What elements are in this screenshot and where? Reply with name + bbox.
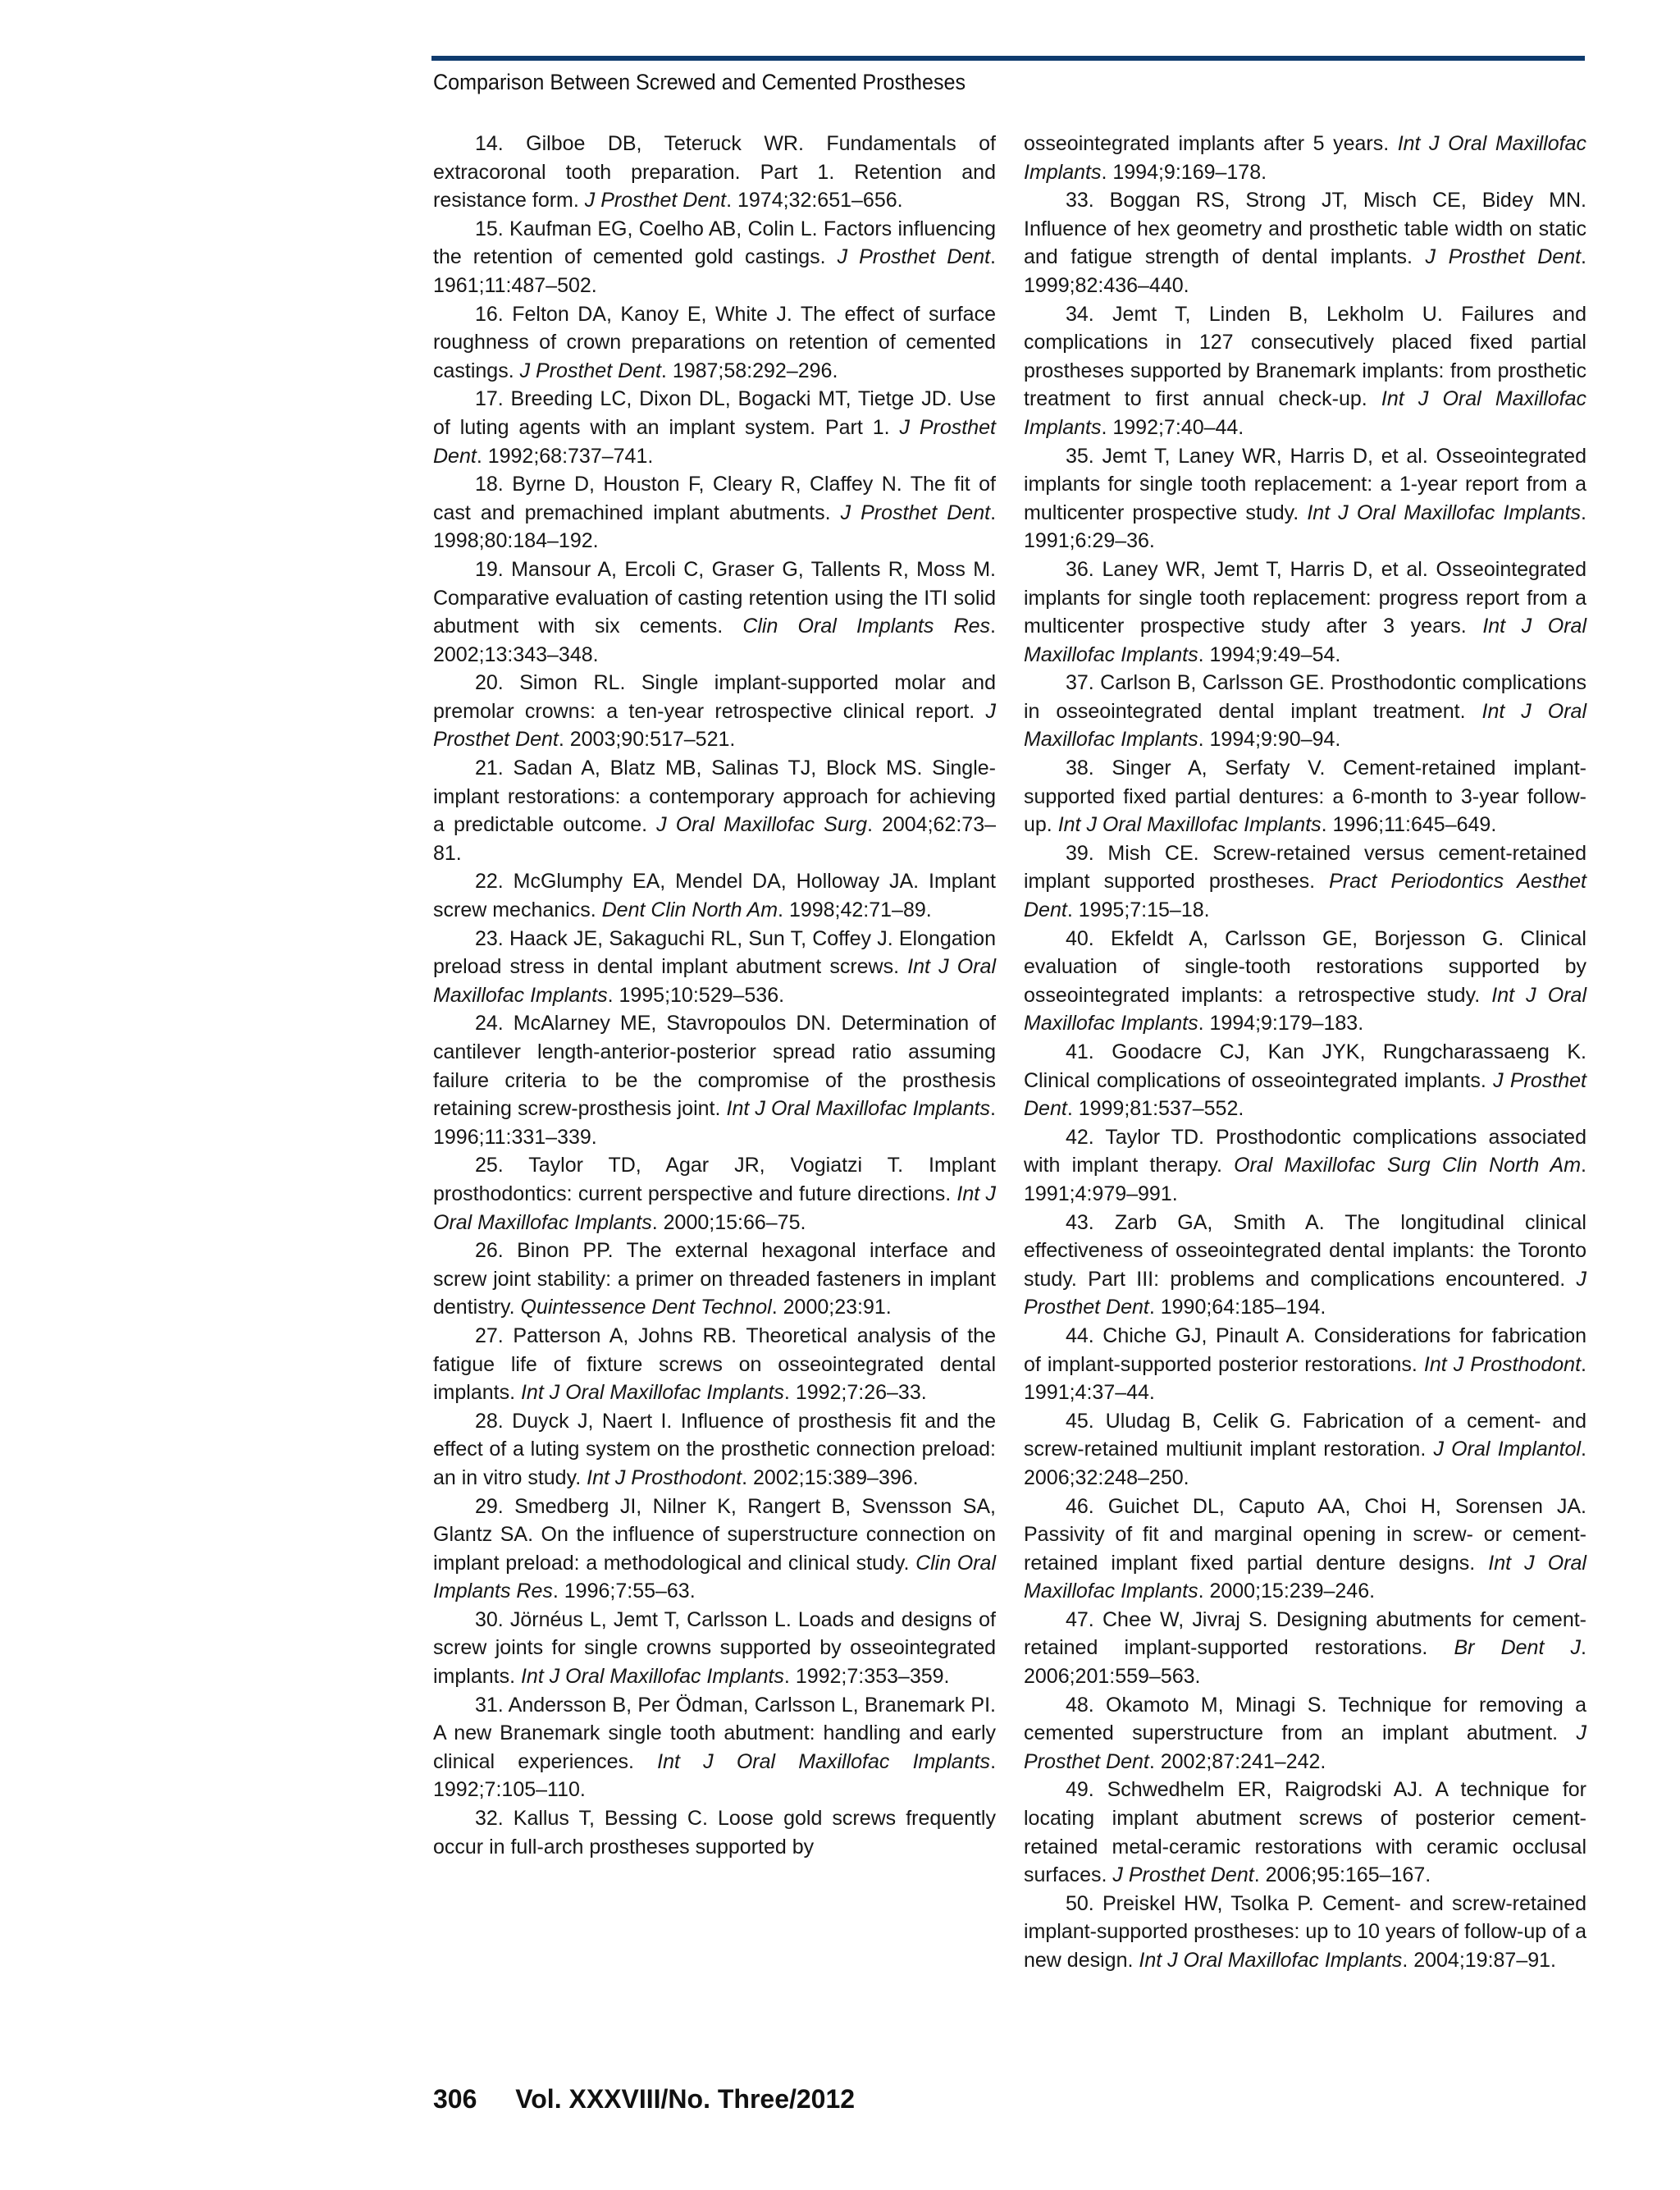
reference-journal: Int J Prosthodont	[587, 1465, 742, 1489]
reference-text: 21. Sadan A, Blatz MB, Salinas TJ, Block MS. Single-implant restorations: a contemporary approach for achieving a predictable outcome.	[433, 757, 996, 837]
reference-item	[1024, 1322, 1586, 1407]
reference-item	[1024, 130, 1586, 186]
reference-item	[1024, 1493, 1586, 1606]
reference-citation: . 2006;95:165–167.	[1253, 1863, 1431, 1887]
reference-citation: . 1994;9:90–94.	[1198, 728, 1341, 752]
reference-item	[433, 1322, 996, 1407]
reference-text: 34. Jemt T, Linden B, Lekholm U. Failures and complications in 127 consecutively placed fixed partial prostheses supported by Branemark implants: from prosthetic treatment to first annual check-up.	[1024, 302, 1586, 411]
reference-citation: . 1990;64:185–194.	[1148, 1296, 1326, 1319]
reference-citation: . 1961;11:487–502.	[433, 245, 996, 297]
reference-journal: Oral Maxillofac Surg Clin North Am	[1234, 1154, 1582, 1177]
reference-journal: Dent Clin North Am	[601, 898, 778, 922]
reference-citation: . 1996;11:645–649.	[1321, 813, 1497, 837]
reference-item	[433, 925, 996, 1010]
reference-text: 31. Andersson B, Per Ödman, Carlsson L, Branemark PI. A new Branemark single tooth abutment: handling and early clinical experiences.	[433, 1693, 996, 1773]
reference-item	[1024, 839, 1586, 925]
reference-text: 30. Jörnéus L, Jemt T, Carlsson L. Loads and designs of screw joints for single crowns supported by osseointegrated implants.	[433, 1607, 996, 1689]
reference-journal: Int J Oral Maxillofac Implants	[657, 1749, 991, 1773]
header-rule	[431, 56, 1585, 61]
page-footer	[433, 2083, 855, 2115]
reference-journal: J Prosthet Dent	[584, 189, 727, 213]
reference-citation: . 1999;82:436–440.	[1024, 245, 1586, 297]
reference-text: 22. McGlumphy EA, Mendel DA, Holloway JA. Implant screw mechanics.	[433, 870, 996, 922]
reference-citation: . 2000;15:239–246.	[1198, 1580, 1376, 1603]
reference-journal: J Prosthet Dent	[1112, 1863, 1254, 1887]
reference-text: 36. Laney WR, Jemt T, Harris D, et al. Osseointegrated implants for single tooth replacement: progress report from a multicenter prospective study after 3 years.	[1024, 557, 1586, 638]
reference-text: 44. Chiche GJ, Pinault A. Considerations for fabrication of implant-supported posterior restorations.	[1024, 1324, 1586, 1376]
reference-text: 40. Ekfeldt A, Carlsson GE, Borjesson G. Clinical evaluation of single-tooth restorations supported by osseointegrated implants: a retrospective study.	[1024, 926, 1586, 1007]
reference-item	[1024, 186, 1586, 299]
reference-journal: J Prosthet Dent	[1425, 245, 1582, 269]
reference-citation: . 1998;80:184–192.	[433, 501, 997, 553]
reference-text: 16. Felton DA, Kanoy E, White J. The effect of surface roughness of crown preparations on retention of cemented castings.	[433, 302, 996, 382]
reference-journal: Int J Oral Maxillofac Implants	[726, 1097, 991, 1121]
reference-citation: . 2006;201:559–563.	[1024, 1636, 1586, 1689]
reference-journal: J Oral Maxillofac Surg	[656, 813, 867, 837]
reference-journal: Int J Oral Maxillofac Implants	[1307, 501, 1582, 524]
reference-journal: J Oral Implantol	[1433, 1438, 1582, 1461]
reference-citation: . 1992;7:40–44.	[1101, 415, 1244, 439]
reference-citation: . 1991;6:29–36.	[1024, 501, 1586, 553]
reference-journal: Int J Oral Maxillofac Implants	[1024, 699, 1586, 752]
reference-journal: Pract Periodontics Aesthet Dent	[1024, 870, 1586, 922]
reference-text: 37. Carlson B, Carlsson GE. Prosthodontic complications in osseointegrated dental implant treatment.	[1024, 671, 1586, 723]
reference-text: 46. Guichet DL, Caputo AA, Choi H, Sorensen JA. Passivity of fit and marginal opening in screw- or cement-retained implant fixed partial denture designs.	[1024, 1494, 1586, 1575]
reference-journal: Int J Oral Maxillofac Implants	[1057, 813, 1322, 837]
reference-item	[1024, 300, 1586, 442]
reference-citation: . 2004;62:73–81.	[433, 813, 996, 865]
reference-journal: J Prosthet Dent	[519, 359, 661, 382]
reference-citation: . 2004;19:87–91.	[1402, 1949, 1556, 1972]
reference-item	[433, 754, 996, 867]
reference-item	[433, 1804, 996, 1861]
reference-citation: . 1996;11:331–339.	[433, 1097, 996, 1149]
reference-item	[433, 385, 996, 470]
reference-text: 49. Schwedhelm ER, Raigrodski AJ. A technique for locating implant abutment screws of posterior cement-retained metal-ceramic restorations with ceramic occlusal surfaces.	[1024, 1778, 1586, 1887]
reference-citation: . 2006;32:248–250.	[1024, 1438, 1586, 1489]
reference-item	[433, 1606, 996, 1691]
reference-text: 20. Simon RL. Single implant-supported molar and premolar crowns: a ten-year retrospective clinical report.	[433, 671, 996, 723]
reference-text: 35. Jemt T, Laney WR, Harris D, et al. Osseointegrated implants for single tooth replacement: a 1-year report from a multicenter prospective study.	[1024, 444, 1586, 524]
reference-item	[433, 556, 996, 669]
reference-text: 50. Preiskel HW, Tsolka P. Cement- and screw-retained implant-supported prostheses: up to 10 years of follow-up of a new design.	[1024, 1891, 1586, 1972]
reference-citation: . 2002;87:241–242.	[1148, 1749, 1326, 1773]
reference-text: 28. Duyck J, Naert I. Influence of prosthesis fit and the effect of a luting system on the prosthetic connection preload: an in vitro study.	[433, 1409, 996, 1489]
reference-journal: J Prosthet Dent	[840, 501, 991, 524]
reference-item	[1024, 1890, 1586, 1975]
reference-citation: . 1994;9:49–54.	[1198, 642, 1341, 666]
reference-item	[433, 1237, 996, 1322]
reference-item	[1024, 1038, 1586, 1123]
reference-text: 48. Okamoto M, Minagi S. Technique for removing a cemented superstructure from an implant abutment.	[1024, 1693, 1586, 1745]
reference-journal: Int J Oral Maxillofac Implants	[433, 1182, 996, 1234]
reference-text: 45. Uludag B, Celik G. Fabrication of a cement- and screw-retained multiunit implant restoration.	[1024, 1409, 1586, 1461]
reference-journal: Int J Oral Maxillofac Implants	[520, 1665, 784, 1689]
reference-item	[433, 1691, 996, 1804]
reference-item	[1024, 1776, 1586, 1889]
reference-item	[1024, 442, 1586, 556]
reference-citation: . 1994;9:169–178.	[1101, 160, 1267, 184]
reference-item	[1024, 556, 1586, 669]
reference-item	[433, 1009, 996, 1151]
reference-item	[433, 1151, 996, 1237]
reference-item	[1024, 1123, 1586, 1209]
reference-citation: . 2003;90:517–521.	[558, 728, 736, 752]
reference-item	[1024, 1691, 1586, 1776]
reference-item	[1024, 1606, 1586, 1691]
reference-citation: . 2000;23:91.	[771, 1296, 892, 1319]
reference-journal: Clin Oral Implants Res	[433, 1551, 996, 1603]
reference-item	[1024, 669, 1586, 754]
reference-text: 39. Mish CE. Screw-retained versus cement-retained implant supported prostheses.	[1024, 841, 1586, 894]
references-column-right	[1024, 130, 1586, 1975]
reference-item	[1024, 925, 1586, 1038]
reference-text: 17. Breeding LC, Dixon DL, Bogacki MT, Tietge JD. Use of luting agents with an implant system. Part 1.	[433, 387, 996, 439]
reference-journal: J Prosthet Dent	[1024, 1068, 1586, 1121]
reference-item	[1024, 1407, 1586, 1493]
reference-text: 19. Mansour A, Ercoli C, Graser G, Tallents R, Moss M. Comparative evaluation of casting retention using the ITI solid abutment with six cements.	[433, 557, 996, 638]
reference-journal: J Prosthet Dent	[433, 415, 996, 468]
reference-citation: . 1995;10:529–536.	[607, 983, 785, 1007]
reference-item	[433, 1493, 996, 1606]
reference-item	[433, 669, 996, 754]
reference-item	[433, 300, 996, 386]
reference-item	[1024, 754, 1586, 839]
reference-item	[433, 867, 996, 924]
reference-journal: Int J Oral Maxillofac Implants	[1024, 387, 1586, 439]
reference-item	[433, 215, 996, 300]
reference-journal: Int J Oral Maxillofac Implants	[1139, 1949, 1403, 1972]
reference-text: 25. Taylor TD, Agar JR, Vogiatzi T. Implant prosthodontics: current perspective and future directions.	[433, 1154, 996, 1205]
reference-journal: J Prosthet Dent	[433, 699, 996, 752]
reference-text: 15. Kaufman EG, Coelho AB, Colin L. Factors influencing the retention of cemented gold castings.	[433, 217, 996, 269]
reference-text: 18. Byrne D, Houston F, Cleary R, Claffey N. The fit of cast and premachined implant abutments.	[433, 473, 996, 524]
reference-journal: Int J Oral Maxillofac Implants	[1024, 983, 1586, 1036]
volume-issue: Vol. XXXVIII/No. Three/2012	[515, 2084, 856, 2114]
reference-journal: Int J Oral Maxillofac Implants	[1024, 1551, 1586, 1603]
running-title: Comparison Between Screwed and Cemented Prostheses	[433, 70, 966, 94]
reference-journal: J Prosthet Dent	[1024, 1267, 1586, 1319]
reference-citation: . 1992;68:737–741.	[476, 444, 654, 468]
reference-text: 43. Zarb GA, Smith A. The longitudinal clinical effectiveness of osseointegrated dental implants: the Toronto study. Part III: problems and complications encountered.	[1024, 1210, 1586, 1291]
reference-journal: J Prosthet Dent	[837, 245, 991, 269]
reference-text: 47. Chee W, Jivraj S. Designing abutments for cement-retained implant-supported restorations.	[1024, 1607, 1586, 1660]
reference-journal: Clin Oral Implants Res	[742, 615, 991, 638]
reference-citation: . 1991;4:979–991.	[1024, 1154, 1586, 1205]
references-column-left	[433, 130, 996, 1861]
reference-journal: Int J Prosthodont	[1423, 1352, 1582, 1376]
reference-journal: Quintessence Dent Technol	[520, 1296, 772, 1319]
reference-journal: Int J Oral Maxillofac Implants	[520, 1381, 784, 1405]
reference-citation: . 1992;7:26–33.	[783, 1381, 927, 1405]
reference-text: 29. Smedberg JI, Nilner K, Rangert B, Svensson SA, Glantz SA. On the influence of superstructure connection on implant preload: a methodological and clinical study.	[433, 1494, 996, 1575]
reference-citation: . 1994;9:179–183.	[1198, 1012, 1364, 1036]
reference-citation: . 1998;42:71–89.	[778, 898, 932, 922]
reference-citation: . 2002;13:343–348.	[433, 615, 996, 666]
reference-citation: . 1974;32:651–656.	[726, 189, 903, 213]
reference-item	[433, 470, 996, 556]
reference-item	[433, 1407, 996, 1493]
reference-citation: . 1995;7:15–18.	[1066, 898, 1210, 922]
reference-journal: Int J Oral Maxillofac Implants	[1024, 615, 1587, 666]
reference-citation: . 1992;7:353–359.	[783, 1665, 950, 1689]
reference-text: 42. Taylor TD. Prosthodontic complications associated with implant therapy.	[1024, 1125, 1586, 1177]
reference-text: 41. Goodacre CJ, Kan JYK, Rungcharassaeng K. Clinical complications of osseointegrated implants.	[1024, 1040, 1586, 1092]
reference-citation: . 1991;4:37–44.	[1024, 1352, 1586, 1405]
reference-text: 33. Boggan RS, Strong JT, Misch CE, Bidey MN. Influence of hex geometry and prosthetic table width on static and fatigue strength of dental implants.	[1024, 189, 1586, 269]
reference-text: osseointegrated implants after 5 years.	[1024, 132, 1398, 155]
reference-citation: . 1987;58:292–296.	[660, 359, 838, 382]
reference-journal: J Prosthet Dent	[1024, 1721, 1586, 1773]
page-number: 306	[433, 2084, 477, 2114]
reference-text: 32. Kallus T, Bessing C. Loose gold screws frequently occur in full-arch prostheses supported by	[433, 1807, 996, 1859]
reference-citation: . 1996;7:55–63.	[552, 1580, 696, 1603]
reference-citation: . 1992;7:105–110.	[433, 1749, 997, 1802]
reference-text: 23. Haack JE, Sakaguchi RL, Sun T, Coffey J. Elongation preload stress in dental implant abutment screws.	[433, 926, 996, 979]
reference-text: 24. McAlarney ME, Stavropoulos DN. Determination of cantilever length-anterior-posterior spread ratio assuming failure criteria to be the compromise of the prosthesis retaining screw-prosthesis joint.	[433, 1012, 996, 1121]
reference-text: 27. Patterson A, Johns RB. Theoretical analysis of the fatigue life of fixture screws on osseointegrated dental implants.	[433, 1324, 996, 1405]
reference-journal: Int J Oral Maxillofac Implants	[1024, 132, 1586, 184]
reference-text: 14. Gilboe DB, Teteruck WR. Fundamentals of extracoronal tooth preparation. Part 1. Retention and resistance form.	[433, 132, 996, 213]
reference-citation: . 1999;81:537–552.	[1066, 1097, 1244, 1121]
reference-journal: Int J Oral Maxillofac Implants	[433, 955, 996, 1007]
reference-citation: . 2002;15:389–396.	[742, 1465, 919, 1489]
reference-item	[433, 130, 996, 215]
reference-text: 38. Singer A, Serfaty V. Cement-retained implant-supported fixed partial dentures: a 6-month to 3-year follow-up.	[1024, 757, 1586, 837]
reference-item	[1024, 1209, 1586, 1322]
reference-citation: . 2000;15:66–75.	[651, 1210, 806, 1234]
reference-text: 26. Binon PP. The external hexagonal interface and screw joint stability: a primer on threaded fasteners in implant dentistry.	[433, 1239, 996, 1319]
reference-journal: Br Dent J	[1454, 1636, 1582, 1660]
